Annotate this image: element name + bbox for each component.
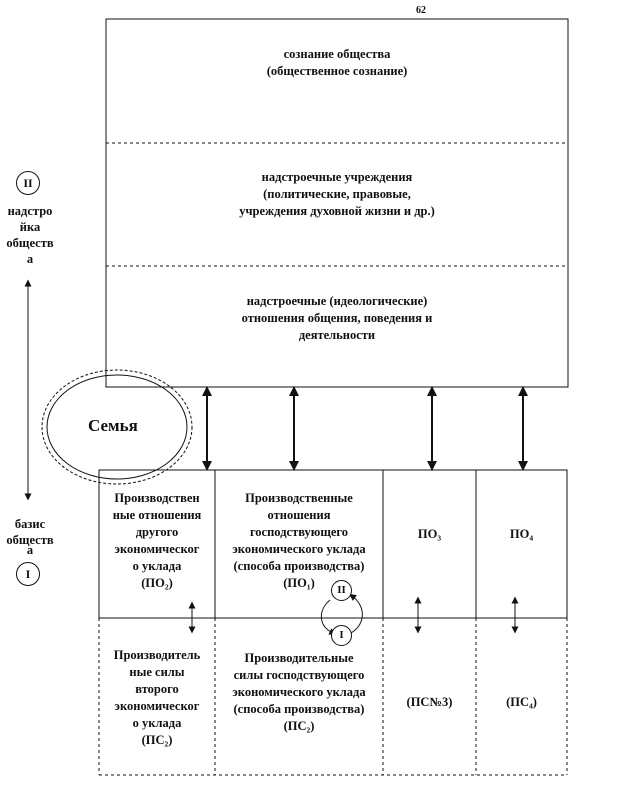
cell-po4: ПО₄ <box>509 527 534 541</box>
cycle-arc-left <box>321 600 333 633</box>
cycle-arc-right <box>351 596 362 633</box>
page-number: 62 <box>416 5 426 16</box>
roman-numeral-i-badge: I <box>16 562 40 586</box>
label-superstructure: надстро йка обществ а <box>6 204 54 266</box>
roman-numeral-ii-badge: II <box>16 171 40 195</box>
cell-po2: Производствен ные отношения другого экономическог о уклада (ПО₂) <box>112 491 202 590</box>
cell-ps2-other: Производитель ные силы второго экономическог о уклада (ПС₂) <box>113 648 201 747</box>
cycle-i-badge: I <box>331 625 352 646</box>
cycle-ii-badge: II <box>331 580 352 601</box>
cell-ps-dominant: Производительные силы господствующего экономического уклада (способа производства) (ПС₂) <box>232 651 366 733</box>
cell-po1: Производственные отношения господствующего экономического уклада (способа производства) (ПО₁) <box>232 491 366 590</box>
cell-ps3: (ПС№3) <box>406 695 453 709</box>
layer-ideological-relations: надстроечные (идеологические) отношения общения, поведения и деятельности <box>241 294 433 342</box>
cell-po3: ПО₃ <box>417 527 442 541</box>
label-basis: базис обществ а <box>6 517 54 557</box>
layer-institutions: надстроечные учреждения (политические, правовые, учреждения духовной жизни и др.) <box>239 170 435 218</box>
cell-ps4: (ПС₄) <box>506 695 537 709</box>
layer-social-consciousness: сознание общества (общественное сознание) <box>266 47 408 78</box>
family-label: Семья <box>88 416 138 435</box>
